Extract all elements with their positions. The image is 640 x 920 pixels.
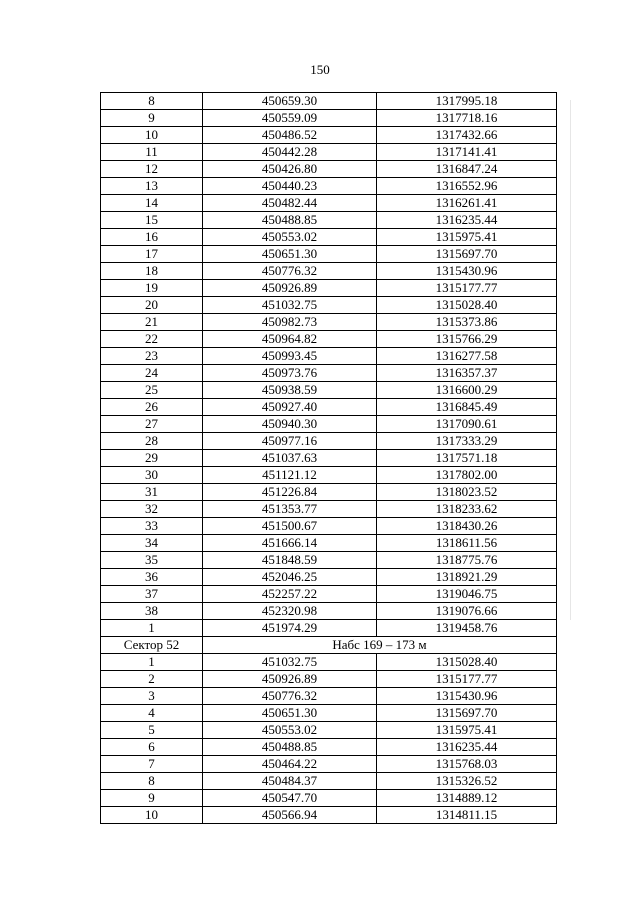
table-row bbox=[101, 144, 557, 161]
table-row bbox=[101, 348, 557, 365]
point-number-cell: 13 bbox=[101, 178, 203, 195]
y-coordinate-cell: 1315975.41 bbox=[377, 229, 557, 246]
table-row bbox=[101, 229, 557, 246]
y-coordinate-cell: 1316235.44 bbox=[377, 739, 557, 756]
y-coordinate-cell: 1316845.49 bbox=[377, 399, 557, 416]
point-number-cell: 38 bbox=[101, 603, 203, 620]
point-number-cell: 28 bbox=[101, 433, 203, 450]
x-coordinate-cell: 452046.25 bbox=[203, 569, 377, 586]
y-coordinate-cell: 1315028.40 bbox=[377, 297, 557, 314]
coordinates-table bbox=[100, 92, 557, 824]
point-number-cell: 8 bbox=[101, 93, 203, 110]
point-number-cell: 29 bbox=[101, 450, 203, 467]
x-coordinate-cell: 450938.59 bbox=[203, 382, 377, 399]
point-number-cell: 12 bbox=[101, 161, 203, 178]
y-coordinate-cell: 1317090.61 bbox=[377, 416, 557, 433]
coordinates-rows-after bbox=[101, 654, 557, 824]
x-coordinate-cell: 450484.37 bbox=[203, 773, 377, 790]
point-number-cell: 35 bbox=[101, 552, 203, 569]
y-coordinate-cell: 1315177.77 bbox=[377, 280, 557, 297]
y-coordinate-cell: 1318430.26 bbox=[377, 518, 557, 535]
table-row bbox=[101, 93, 557, 110]
page-number: 150 bbox=[310, 62, 330, 77]
table-row bbox=[101, 484, 557, 501]
y-coordinate-cell: 1316261.41 bbox=[377, 195, 557, 212]
x-coordinate-cell: 450482.44 bbox=[203, 195, 377, 212]
point-number-cell: 3 bbox=[101, 688, 203, 705]
table-row bbox=[101, 297, 557, 314]
y-coordinate-cell: 1318233.62 bbox=[377, 501, 557, 518]
point-number-cell: 33 bbox=[101, 518, 203, 535]
x-coordinate-cell: 451226.84 bbox=[203, 484, 377, 501]
table-row bbox=[101, 569, 557, 586]
table-row bbox=[101, 756, 557, 773]
x-coordinate-cell: 450559.09 bbox=[203, 110, 377, 127]
y-coordinate-cell: 1317995.18 bbox=[377, 93, 557, 110]
x-coordinate-cell: 451848.59 bbox=[203, 552, 377, 569]
x-coordinate-cell: 451666.14 bbox=[203, 535, 377, 552]
point-number-cell: 27 bbox=[101, 416, 203, 433]
point-number-cell: 26 bbox=[101, 399, 203, 416]
table-row bbox=[101, 127, 557, 144]
table-row bbox=[101, 314, 557, 331]
table-row bbox=[101, 773, 557, 790]
sector-header bbox=[101, 637, 557, 654]
x-coordinate-cell: 452320.98 bbox=[203, 603, 377, 620]
x-coordinate-cell: 452257.22 bbox=[203, 586, 377, 603]
x-coordinate-cell: 450488.85 bbox=[203, 739, 377, 756]
point-number-cell: 18 bbox=[101, 263, 203, 280]
x-coordinate-cell: 450651.30 bbox=[203, 246, 377, 263]
table-row bbox=[101, 382, 557, 399]
point-number-cell: 10 bbox=[101, 127, 203, 144]
point-number-cell: 10 bbox=[101, 807, 203, 824]
table-row bbox=[101, 263, 557, 280]
y-coordinate-cell: 1317141.41 bbox=[377, 144, 557, 161]
y-coordinate-cell: 1315697.70 bbox=[377, 705, 557, 722]
scan-artifact-line bbox=[570, 100, 571, 620]
sector-height-label: Набс 169 – 173 м bbox=[203, 637, 557, 654]
y-coordinate-cell: 1315028.40 bbox=[377, 654, 557, 671]
table-row bbox=[101, 280, 557, 297]
y-coordinate-cell: 1315766.29 bbox=[377, 331, 557, 348]
y-coordinate-cell: 1319076.66 bbox=[377, 603, 557, 620]
table-row bbox=[101, 195, 557, 212]
x-coordinate-cell: 450940.30 bbox=[203, 416, 377, 433]
table-row bbox=[101, 450, 557, 467]
x-coordinate-cell: 450442.28 bbox=[203, 144, 377, 161]
table-row bbox=[101, 807, 557, 824]
point-number-cell: 7 bbox=[101, 756, 203, 773]
y-coordinate-cell: 1316847.24 bbox=[377, 161, 557, 178]
x-coordinate-cell: 450659.30 bbox=[203, 93, 377, 110]
point-number-cell: 5 bbox=[101, 722, 203, 739]
table-row bbox=[101, 416, 557, 433]
y-coordinate-cell: 1316357.37 bbox=[377, 365, 557, 382]
y-coordinate-cell: 1315430.96 bbox=[377, 263, 557, 280]
table-row bbox=[101, 110, 557, 127]
point-number-cell: 11 bbox=[101, 144, 203, 161]
x-coordinate-cell: 450486.52 bbox=[203, 127, 377, 144]
x-coordinate-cell: 451974.29 bbox=[203, 620, 377, 637]
point-number-cell: 14 bbox=[101, 195, 203, 212]
x-coordinate-cell: 450488.85 bbox=[203, 212, 377, 229]
table-row bbox=[101, 739, 557, 756]
table-row bbox=[101, 603, 557, 620]
table-row bbox=[101, 501, 557, 518]
x-coordinate-cell: 451037.63 bbox=[203, 450, 377, 467]
table-row bbox=[101, 365, 557, 382]
point-number-cell: 9 bbox=[101, 110, 203, 127]
table-row bbox=[101, 705, 557, 722]
x-coordinate-cell: 451353.77 bbox=[203, 501, 377, 518]
point-number-cell: 31 bbox=[101, 484, 203, 501]
point-number-cell: 4 bbox=[101, 705, 203, 722]
table-row bbox=[101, 552, 557, 569]
table-row bbox=[101, 433, 557, 450]
x-coordinate-cell: 450776.32 bbox=[203, 263, 377, 280]
table-row bbox=[101, 331, 557, 348]
point-number-cell: 20 bbox=[101, 297, 203, 314]
point-number-cell: 34 bbox=[101, 535, 203, 552]
point-number-cell: 32 bbox=[101, 501, 203, 518]
point-number-cell: 17 bbox=[101, 246, 203, 263]
y-coordinate-cell: 1315373.86 bbox=[377, 314, 557, 331]
y-coordinate-cell: 1317718.16 bbox=[377, 110, 557, 127]
table-row bbox=[101, 467, 557, 484]
point-number-cell: 1 bbox=[101, 620, 203, 637]
y-coordinate-cell: 1315430.96 bbox=[377, 688, 557, 705]
table-row bbox=[101, 161, 557, 178]
y-coordinate-cell: 1315697.70 bbox=[377, 246, 557, 263]
y-coordinate-cell: 1316600.29 bbox=[377, 382, 557, 399]
point-number-cell: 8 bbox=[101, 773, 203, 790]
x-coordinate-cell: 450926.89 bbox=[203, 280, 377, 297]
y-coordinate-cell: 1318023.52 bbox=[377, 484, 557, 501]
point-number-cell: 30 bbox=[101, 467, 203, 484]
x-coordinate-cell: 451121.12 bbox=[203, 467, 377, 484]
x-coordinate-cell: 450651.30 bbox=[203, 705, 377, 722]
x-coordinate-cell: 450926.89 bbox=[203, 671, 377, 688]
table-row bbox=[101, 246, 557, 263]
table-row bbox=[101, 654, 557, 671]
x-coordinate-cell: 450440.23 bbox=[203, 178, 377, 195]
point-number-cell: 23 bbox=[101, 348, 203, 365]
sector-label: Сектор 52 bbox=[101, 637, 203, 654]
point-number-cell: 15 bbox=[101, 212, 203, 229]
x-coordinate-cell: 450553.02 bbox=[203, 229, 377, 246]
y-coordinate-cell: 1318775.76 bbox=[377, 552, 557, 569]
x-coordinate-cell: 451032.75 bbox=[203, 297, 377, 314]
coordinates-rows-before bbox=[101, 93, 557, 637]
point-number-cell: 36 bbox=[101, 569, 203, 586]
y-coordinate-cell: 1317333.29 bbox=[377, 433, 557, 450]
x-coordinate-cell: 450977.16 bbox=[203, 433, 377, 450]
x-coordinate-cell: 450973.76 bbox=[203, 365, 377, 382]
point-number-cell: 6 bbox=[101, 739, 203, 756]
x-coordinate-cell: 450426.80 bbox=[203, 161, 377, 178]
x-coordinate-cell: 450927.40 bbox=[203, 399, 377, 416]
table-row bbox=[101, 722, 557, 739]
point-number-cell: 2 bbox=[101, 671, 203, 688]
point-number-cell: 21 bbox=[101, 314, 203, 331]
table-row bbox=[101, 671, 557, 688]
x-coordinate-cell: 451500.67 bbox=[203, 518, 377, 535]
x-coordinate-cell: 450553.02 bbox=[203, 722, 377, 739]
y-coordinate-cell: 1317571.18 bbox=[377, 450, 557, 467]
point-number-cell: 19 bbox=[101, 280, 203, 297]
y-coordinate-cell: 1314811.15 bbox=[377, 807, 557, 824]
y-coordinate-cell: 1315326.52 bbox=[377, 773, 557, 790]
y-coordinate-cell: 1316277.58 bbox=[377, 348, 557, 365]
table-row bbox=[101, 518, 557, 535]
table-row bbox=[101, 688, 557, 705]
x-coordinate-cell: 450566.94 bbox=[203, 807, 377, 824]
y-coordinate-cell: 1319458.76 bbox=[377, 620, 557, 637]
y-coordinate-cell: 1315768.03 bbox=[377, 756, 557, 773]
table-row bbox=[101, 790, 557, 807]
x-coordinate-cell: 450464.22 bbox=[203, 756, 377, 773]
y-coordinate-cell: 1318611.56 bbox=[377, 535, 557, 552]
x-coordinate-cell: 451032.75 bbox=[203, 654, 377, 671]
point-number-cell: 9 bbox=[101, 790, 203, 807]
point-number-cell: 16 bbox=[101, 229, 203, 246]
table-row bbox=[101, 535, 557, 552]
table-row bbox=[101, 399, 557, 416]
y-coordinate-cell: 1314889.12 bbox=[377, 790, 557, 807]
table-row bbox=[101, 178, 557, 195]
point-number-cell: 37 bbox=[101, 586, 203, 603]
table-row bbox=[101, 212, 557, 229]
y-coordinate-cell: 1315975.41 bbox=[377, 722, 557, 739]
y-coordinate-cell: 1315177.77 bbox=[377, 671, 557, 688]
y-coordinate-cell: 1318921.29 bbox=[377, 569, 557, 586]
x-coordinate-cell: 450993.45 bbox=[203, 348, 377, 365]
y-coordinate-cell: 1317432.66 bbox=[377, 127, 557, 144]
x-coordinate-cell: 450964.82 bbox=[203, 331, 377, 348]
point-number-cell: 1 bbox=[101, 654, 203, 671]
point-number-cell: 25 bbox=[101, 382, 203, 399]
y-coordinate-cell: 1319046.75 bbox=[377, 586, 557, 603]
table-row bbox=[101, 586, 557, 603]
x-coordinate-cell: 450776.32 bbox=[203, 688, 377, 705]
x-coordinate-cell: 450982.73 bbox=[203, 314, 377, 331]
x-coordinate-cell: 450547.70 bbox=[203, 790, 377, 807]
y-coordinate-cell: 1317802.00 bbox=[377, 467, 557, 484]
point-number-cell: 24 bbox=[101, 365, 203, 382]
table-row bbox=[101, 620, 557, 637]
point-number-cell: 22 bbox=[101, 331, 203, 348]
y-coordinate-cell: 1316552.96 bbox=[377, 178, 557, 195]
y-coordinate-cell: 1316235.44 bbox=[377, 212, 557, 229]
sector-header-row bbox=[101, 637, 557, 654]
